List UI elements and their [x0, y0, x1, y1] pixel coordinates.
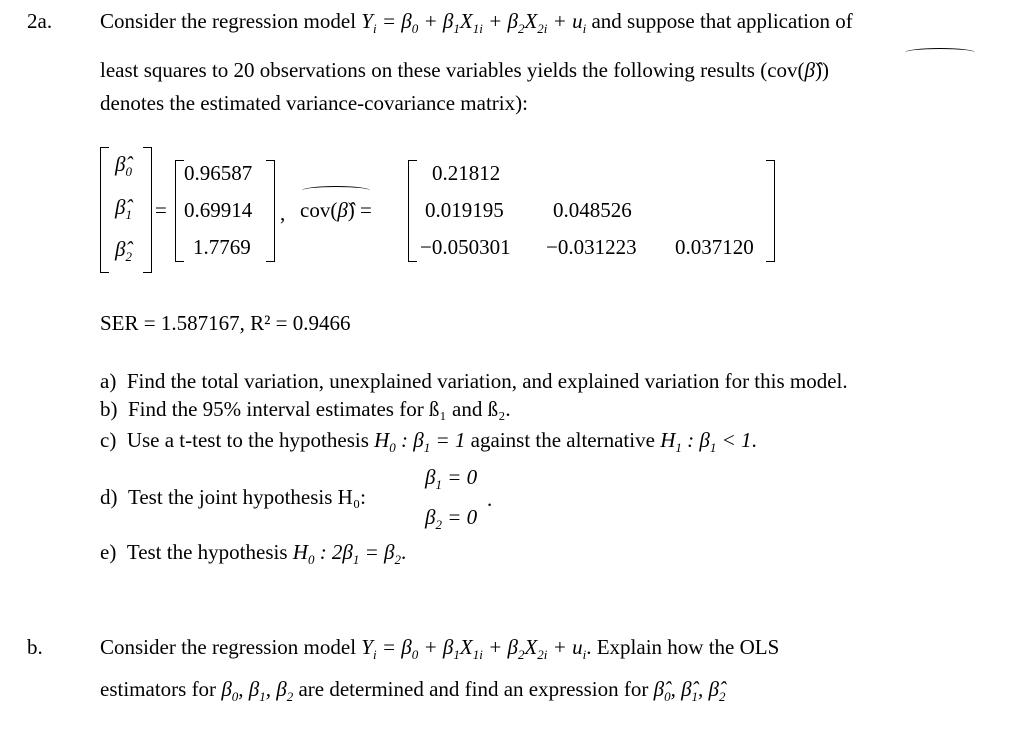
b-line2-mid: are determined and find an expression for [298, 677, 649, 701]
part-d [100, 484, 366, 510]
regression-stats: SER = 1.587167, R² = 0.9466 [100, 311, 351, 335]
b-line1-post: . Explain how the OLS [586, 635, 780, 659]
cov-right-bracket [766, 160, 775, 262]
line2-text: least squares to 20 observations on these variables yields the following results ( [100, 58, 768, 82]
coef-value-1: 0.69914 [184, 198, 253, 222]
cov-left-bracket [408, 160, 417, 262]
part-c-h1: $H_1$ : $\beta_1 < 1$ [660, 428, 752, 456]
cov-r1c1: 0.21812 [432, 161, 501, 185]
part-c: c) Use a t-test to the hypothesis $H_0$ : $\beta_1 = 1$ against the alternative $H_1$ : $\beta_1 < 1$. [100, 428, 757, 456]
b-line1-text: Consider the regression model [100, 635, 357, 659]
coef-value-2: 1.7769 [193, 235, 251, 259]
cov-r3c1: −0.050301 [420, 235, 511, 259]
question-label-b: b. [27, 635, 43, 659]
cov-r3c3: 0.037120 [675, 235, 754, 259]
equals-sign: = [155, 198, 167, 222]
part-e: e) Test the hypothesis $H_0$ : $2\beta_1 = \beta_2$. [100, 540, 407, 568]
b-regression-equation: $Y_i = \beta_0 + \beta_1X_{1i} + \beta_2X_{2i} + u_i$ [361, 635, 587, 663]
b-line2-text: estimators for [100, 677, 217, 701]
b-betas: $\beta_0$, $\beta_1$, $\beta_2$ [221, 677, 294, 705]
cov-r2c1: 0.019195 [425, 198, 504, 222]
question-b-line1 [100, 634, 780, 663]
values-left-bracket [175, 160, 184, 262]
cov-widehat [302, 186, 370, 195]
intro-text-post: and suppose that application of [591, 9, 853, 33]
part-a-letter: a) [100, 369, 117, 393]
comma: , [280, 201, 286, 225]
part-c-text: Use a t-test to the hypothesis [126, 428, 369, 452]
part-c-h0: $H_0$ : $\beta_1 = 1$ [374, 428, 466, 456]
b-beta-hats: $\betâ_0$, $\betâ_1$, $\betâ_2$ [653, 677, 726, 705]
intro-text: Consider the regression model [100, 9, 357, 33]
question-2a-line3: denotes the estimated variance-covariance matrix): [100, 91, 528, 115]
beta0-hat: $\betâ_0$ [115, 152, 132, 180]
part-c-letter: c) [100, 428, 117, 452]
cov-r3c2: −0.031223 [546, 235, 637, 259]
part-d-letter: d) [100, 485, 118, 509]
part-e-letter: e) [100, 540, 117, 564]
question-2a-line2: least squares to 20 observations on these variables yields the following results (cov(β̂)) [100, 58, 829, 82]
beta1-hat: $\betâ_1$ [115, 195, 132, 223]
question-2a-line1 [100, 8, 853, 37]
part-d-period: . [487, 487, 493, 511]
cov-widehat-inline [905, 48, 975, 57]
part-a [100, 368, 848, 394]
part-b-letter: b) [100, 397, 118, 421]
coef-right-bracket [143, 147, 152, 273]
part-e-h0: $H_0$ : $2\beta_1 = \beta_2$ [292, 540, 402, 568]
part-d-cond2: $\beta_2 = 0$ [425, 505, 478, 533]
question-label-2a: 2a. [27, 9, 53, 33]
part-b-text: Find the 95% interval estimates for ß₁ and ß₂. [128, 397, 511, 421]
coef-value-0: 0.96587 [184, 161, 253, 185]
question-b-line2 [100, 676, 726, 705]
regression-equation: $Y_i = \beta_0 + \beta_1X_{1i} + \beta_2X_{2i} + u_i$ [361, 9, 587, 37]
cov-r2c2: 0.048526 [553, 198, 632, 222]
beta2-hat: $\betâ_2$ [115, 237, 132, 265]
coef-left-bracket [100, 147, 109, 273]
part-d-text: Test the joint hypothesis H₀: [128, 485, 367, 509]
part-d-cond1: $\beta_1 = 0$ [425, 465, 478, 493]
part-e-text: Test the hypothesis [126, 540, 288, 564]
part-a-text: Find the total variation, unexplained variation, and explained variation for this model. [126, 369, 848, 393]
part-b [100, 396, 511, 422]
cov-inline: cov(β̂) [767, 58, 822, 82]
values-right-bracket [266, 160, 275, 262]
part-c-against: against the alternative [470, 428, 655, 452]
cov-label: cov(β̂) = [300, 198, 372, 222]
